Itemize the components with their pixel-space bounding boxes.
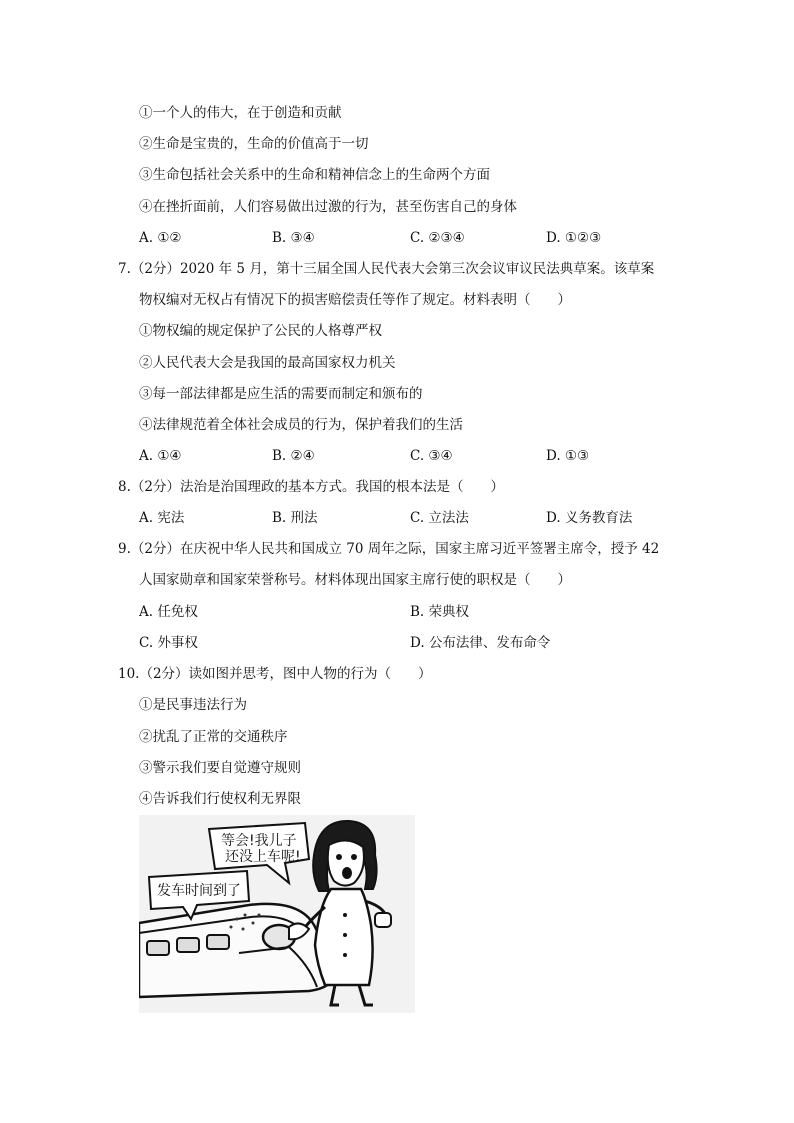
speech-bubble-train-text: 发车时间到了 [157, 883, 241, 899]
q6-statement-4: ④在挫折面前，人们容易做出过激的行为，甚至伤害自己的身体 [139, 199, 517, 215]
q7-stem-line-1: 7.（2分）2020 年 5 月，第十三届全国人民代表大会第三次会议审议民法典草案。该草案 [118, 261, 655, 277]
q6-statement-1: ①一个人的伟大，在于创造和贡献 [139, 105, 342, 121]
speech-bubble-woman-line-1: 等会!我儿子 [221, 833, 297, 849]
q7-option-b[interactable]: B. ②④ [272, 448, 315, 464]
q10-statement-1: ①是民事违法行为 [139, 697, 247, 713]
q8-option-b[interactable]: B. 刑法 [272, 510, 318, 526]
q10-statement-4: ④告诉我们行使权利无界限 [139, 791, 301, 807]
q7-statement-1: ①物权编的规定保护了公民的人格尊严权 [139, 323, 382, 339]
q9-option-c[interactable]: C. 外事权 [139, 635, 198, 651]
q9-stem-line-1: 9.（2分）在庆祝中华人民共和国成立 70 周年之际，国家主席习近平签署主席令，授予 42 [118, 541, 660, 557]
q9-stem-line-2: 人国家勋章和国家荣誉称号。材料体现出国家主席行使的职权是（ ） [139, 572, 571, 588]
q6-option-c[interactable]: C. ②③④ [410, 230, 465, 246]
q7-stem-line-2: 物权编对无权占有情况下的损害赔偿责任等作了规定。材料表明（ ） [139, 292, 571, 308]
q7-option-d[interactable]: D. ①③ [546, 448, 590, 464]
q8-option-c[interactable]: C. 立法法 [410, 510, 469, 526]
q10-statement-3: ③警示我们要自觉遵守规则 [139, 760, 301, 776]
q6-statement-2: ②生命是宝贵的，生命的价值高于一切 [139, 136, 369, 152]
q10-statement-2: ②扰乱了正常的交通秩序 [139, 729, 288, 745]
cartoon-illustration [139, 815, 415, 1013]
q6-option-a[interactable]: A. ①② [139, 230, 182, 246]
q7-statement-2: ②人民代表大会是我国的最高国家权力机关 [139, 355, 396, 371]
speech-bubble-woman-line-2: 还没上车呢! [225, 849, 301, 865]
q9-option-b[interactable]: B. 荣典权 [410, 604, 470, 620]
q7-statement-3: ③每一部法律都是应生活的需要而制定和颁布的 [139, 386, 423, 402]
q6-statement-3: ③生命包括社会关系中的生命和精神信念上的生命两个方面 [139, 167, 490, 183]
q9-option-d[interactable]: D. 公布法律、发布命令 [410, 635, 551, 651]
q9-option-a[interactable]: A. 任免权 [139, 604, 198, 620]
q8-stem: 8.（2分）法治是治国理政的基本方式。我国的根本法是（ ） [118, 479, 504, 495]
q8-option-d[interactable]: D. 义务教育法 [546, 510, 633, 526]
q10-stem: 10.（2分）读如图并思考，图中人物的行为（ ） [118, 666, 432, 682]
q7-option-a[interactable]: A. ①④ [139, 448, 182, 464]
q6-option-b[interactable]: B. ③④ [272, 230, 315, 246]
train-illustration [139, 904, 335, 997]
q7-option-c[interactable]: C. ③④ [410, 448, 453, 464]
q8-option-a[interactable]: A. 宪法 [139, 510, 185, 526]
q6-option-d[interactable]: D. ①②③ [546, 230, 602, 246]
q7-statement-4: ④法律规范着全体社会成员的行为，保护着我们的生活 [139, 417, 463, 433]
